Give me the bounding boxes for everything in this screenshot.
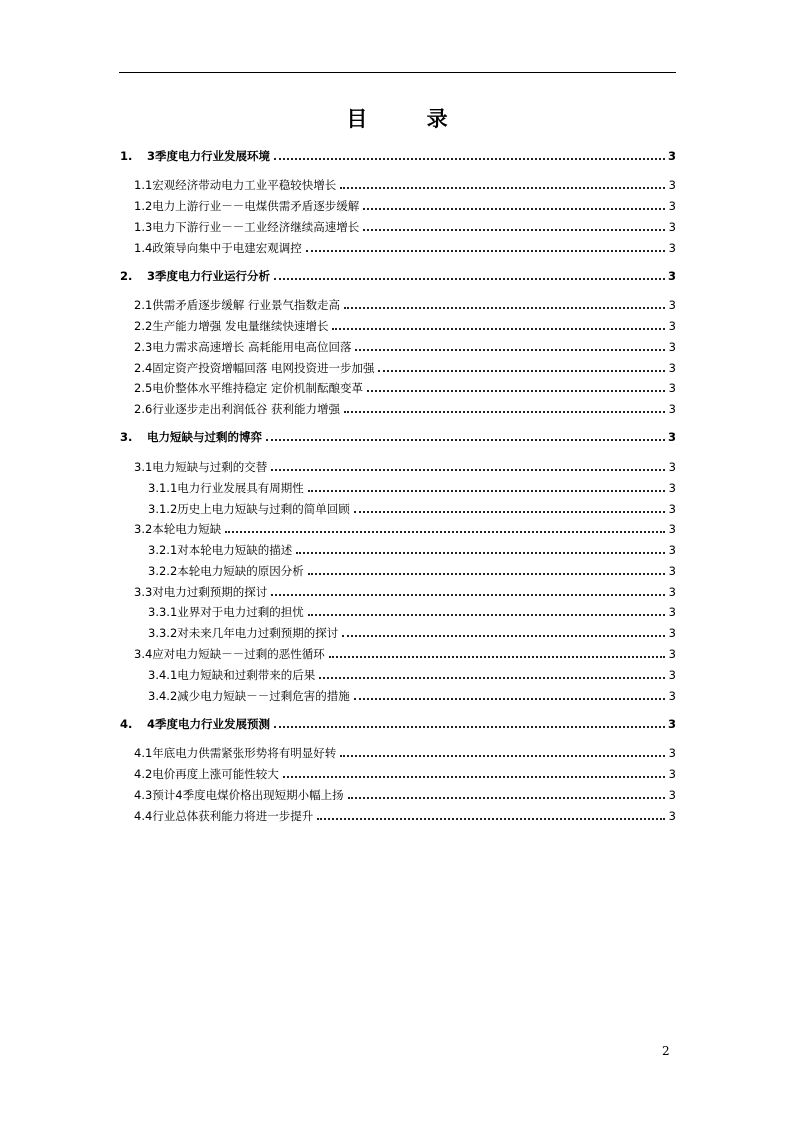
toc-entry-text: 应对电力短缺－－过剩的恶性循环	[152, 647, 325, 661]
toc-entry[interactable]	[134, 297, 676, 313]
toc-entry-number: 3.3.1	[148, 605, 178, 619]
toc-entry-number: 3.2.1	[148, 543, 178, 557]
toc-entry-text: 3季度电力行业发展环境	[147, 149, 271, 163]
toc-entry-number: 3.4.1	[148, 668, 178, 682]
toc-entry-text: 生产能力增强 发电量继续快速增长	[152, 319, 329, 333]
toc-entry[interactable]	[134, 318, 676, 334]
toc-entry-page: 3	[668, 402, 676, 416]
toc-entry-page: 3	[668, 319, 676, 333]
dot-leader	[354, 511, 665, 513]
toc-entry-number: 3.2.2	[148, 564, 178, 578]
toc-entry[interactable]	[134, 646, 676, 662]
toc-entry-number: 2.6	[134, 402, 153, 416]
dot-leader	[271, 469, 665, 471]
toc-entry-number: 3.1	[134, 460, 153, 474]
toc-entry-page: 3	[668, 178, 676, 192]
toc-entry-page: 3	[668, 199, 676, 213]
dot-leader	[296, 552, 665, 554]
dot-leader	[317, 818, 665, 820]
toc-entry-number: 3.1.1	[148, 481, 178, 495]
toc-entry-number: 2.3	[134, 340, 153, 354]
toc-entry-text: 电力行业发展具有周期性	[177, 481, 304, 495]
toc-entry[interactable]	[134, 177, 676, 193]
toc-entry-number: 3.4	[134, 647, 153, 661]
toc-entry[interactable]	[148, 563, 676, 579]
dot-leader	[348, 797, 665, 799]
toc-entry[interactable]	[120, 268, 676, 284]
toc-entry[interactable]	[134, 360, 676, 376]
toc-entry-page: 3	[668, 269, 677, 283]
toc-entry[interactable]	[148, 667, 676, 683]
toc-entry[interactable]	[148, 501, 676, 517]
toc-entry-page: 3	[668, 809, 676, 823]
toc-entry-text: 本轮电力短缺	[152, 522, 222, 536]
toc-entry-text: 4季度电力行业发展预测	[147, 717, 271, 731]
toc-entry[interactable]	[148, 625, 676, 641]
toc-entry[interactable]	[134, 240, 676, 256]
toc-entry-number: 4.3	[134, 788, 153, 802]
toc-entry-text: 行业总体获利能力将进一步提升	[152, 809, 314, 823]
dot-leader	[355, 349, 665, 351]
dot-leader	[363, 229, 665, 231]
dot-leader	[271, 594, 665, 596]
dot-leader	[266, 439, 665, 441]
toc-entry-number: 1.3	[134, 220, 153, 234]
toc-entry[interactable]	[148, 542, 676, 558]
toc-entry-number: 4.2	[134, 767, 153, 781]
toc-entry-text: 历史上电力短缺与过剩的简单回顾	[177, 502, 350, 516]
toc-entry-text: 固定资产投资增幅回落 电网投资进一步加强	[152, 361, 375, 375]
toc-entry-page: 3	[668, 220, 676, 234]
toc-entry-number: 1.4	[134, 241, 153, 255]
toc-entry[interactable]	[134, 219, 676, 235]
dot-leader	[342, 635, 665, 637]
toc-entry[interactable]	[120, 716, 676, 732]
toc-entry[interactable]	[134, 401, 676, 417]
toc-entry-text: 电力短缺和过剩带来的后果	[177, 668, 316, 682]
toc-entry-page: 3	[668, 298, 676, 312]
toc-entry-number: 4.1	[134, 746, 153, 760]
toc-entry-text: 本轮电力短缺的原因分析	[177, 564, 304, 578]
toc-entry-number: 3.3.2	[148, 626, 178, 640]
dot-leader	[332, 328, 665, 330]
toc-entry[interactable]	[120, 148, 676, 164]
toc-entry-text: 供需矛盾逐步缓解 行业景气指数走高	[152, 298, 340, 312]
dot-leader	[354, 698, 665, 700]
toc-entry-page: 3	[668, 149, 677, 163]
toc-entry-page: 3	[668, 460, 676, 474]
dot-leader	[283, 776, 665, 778]
toc-entry-number: 3.3	[134, 585, 153, 599]
toc-entry[interactable]	[148, 688, 676, 704]
toc-entry-number: 3.1.2	[148, 502, 178, 516]
toc-entry-number: 2.1	[134, 298, 153, 312]
toc-entry-number: 4.	[120, 717, 133, 731]
toc-entry-number: 2.5	[134, 381, 153, 395]
toc-entry-text: 电力短缺与过剩的博弈	[147, 430, 262, 444]
toc-entry-text: 电价整体水平维持稳定 定价机制酝酿变革	[152, 381, 363, 395]
toc-entry-page: 3	[668, 481, 676, 495]
toc-entry-page: 3	[668, 381, 676, 395]
toc-entry[interactable]	[134, 766, 676, 782]
toc-entry-text: 减少电力短缺－－过剩危害的措施	[177, 689, 350, 703]
page-number: 2	[662, 1044, 670, 1058]
toc-entry-number: 1.1	[134, 178, 153, 192]
dot-leader	[306, 250, 665, 252]
toc-entry-page: 3	[668, 689, 676, 703]
toc-entry[interactable]	[134, 584, 676, 600]
toc-entry[interactable]	[148, 604, 676, 620]
toc-entry-text: 预计4季度电煤价格出现短期小幅上扬	[152, 788, 344, 802]
toc-entry-number: 3.2	[134, 522, 153, 536]
dot-leader	[308, 573, 665, 575]
dot-leader	[274, 726, 665, 728]
toc-entry-text: 电力下游行业－－工业经济继续高速增长	[152, 220, 360, 234]
toc-entry-text: 电力短缺与过剩的交替	[152, 460, 268, 474]
toc-entry-number: 2.	[120, 269, 133, 283]
toc-entry-number: 4.4	[134, 809, 153, 823]
toc-entry-page: 3	[668, 647, 676, 661]
dot-leader	[363, 208, 665, 210]
toc-entry-text: 宏观经济带动电力工业平稳较快增长	[152, 178, 337, 192]
dot-leader	[308, 490, 665, 492]
toc-entry-text: 政策导向集中于电建宏观调控	[152, 241, 302, 255]
toc-entry-page: 3	[668, 564, 676, 578]
toc-entry-page: 3	[668, 361, 676, 375]
toc-entry[interactable]	[134, 808, 676, 824]
toc-entry-page: 3	[668, 543, 676, 557]
toc-entry[interactable]	[134, 521, 676, 537]
toc-entry-number: 1.	[120, 149, 133, 163]
dot-leader	[319, 677, 665, 679]
toc-entry[interactable]	[134, 745, 676, 761]
dot-leader	[378, 370, 665, 372]
dot-leader	[225, 531, 665, 533]
dot-leader	[308, 614, 665, 616]
toc-entry[interactable]	[148, 480, 676, 496]
toc-entry-page: 3	[668, 605, 676, 619]
toc-entry-text: 业界对于电力过剩的担忧	[177, 605, 304, 619]
toc-entry-text: 年底电力供需紧张形势将有明显好转	[152, 746, 337, 760]
toc-entry-text: 3季度电力行业运行分析	[147, 269, 271, 283]
toc-entry-page: 3	[668, 522, 676, 536]
toc-entry-text: 电价再度上涨可能性较大	[152, 767, 279, 781]
toc-entry-page: 3	[668, 502, 676, 516]
toc-entry[interactable]	[120, 429, 676, 445]
toc-entry-page: 3	[668, 746, 676, 760]
toc-entry-text: 电力需求高速增长 高耗能用电高位回落	[152, 340, 352, 354]
toc-entry-page: 3	[668, 241, 676, 255]
toc-entry-number: 2.2	[134, 319, 153, 333]
toc-entry[interactable]	[134, 339, 676, 355]
dot-leader	[329, 656, 665, 658]
toc-entry[interactable]	[134, 787, 676, 803]
toc-entry-number: 2.4	[134, 361, 153, 375]
toc-entry[interactable]	[134, 380, 676, 396]
dot-leader	[367, 390, 665, 392]
toc-entry-page: 3	[668, 717, 677, 731]
toc-entry-text: 行业逐步走出利润低谷 获利能力增强	[152, 402, 340, 416]
dot-leader	[344, 411, 665, 413]
toc-entry-number: 3.4.2	[148, 689, 178, 703]
dot-leader	[274, 278, 665, 280]
dot-leader	[344, 307, 665, 309]
dot-leader	[340, 187, 665, 189]
toc-entry-number: 3.	[120, 430, 133, 444]
toc-entry-text: 对电力过剩预期的探讨	[152, 585, 268, 599]
toc-entry-page: 3	[668, 430, 677, 444]
toc-entry-text: 电力上游行业－－电煤供需矛盾逐步缓解	[152, 199, 360, 213]
header-rule	[119, 72, 676, 73]
toc-entry-page: 3	[668, 767, 676, 781]
toc-entry-number: 1.2	[134, 199, 153, 213]
dot-leader	[274, 158, 665, 160]
toc-entry-text: 对本轮电力短缺的描述	[177, 543, 293, 557]
toc-entry-page: 3	[668, 585, 676, 599]
toc-entry[interactable]	[134, 459, 676, 475]
toc-entry[interactable]	[134, 198, 676, 214]
toc-title: 目 录	[346, 106, 474, 131]
toc-entry-text: 对未来几年电力过剩预期的探讨	[177, 626, 339, 640]
toc-entry-page: 3	[668, 788, 676, 802]
toc-entry-page: 3	[668, 668, 676, 682]
toc-entry-page: 3	[668, 626, 676, 640]
toc-entry-page: 3	[668, 340, 676, 354]
dot-leader	[340, 755, 665, 757]
